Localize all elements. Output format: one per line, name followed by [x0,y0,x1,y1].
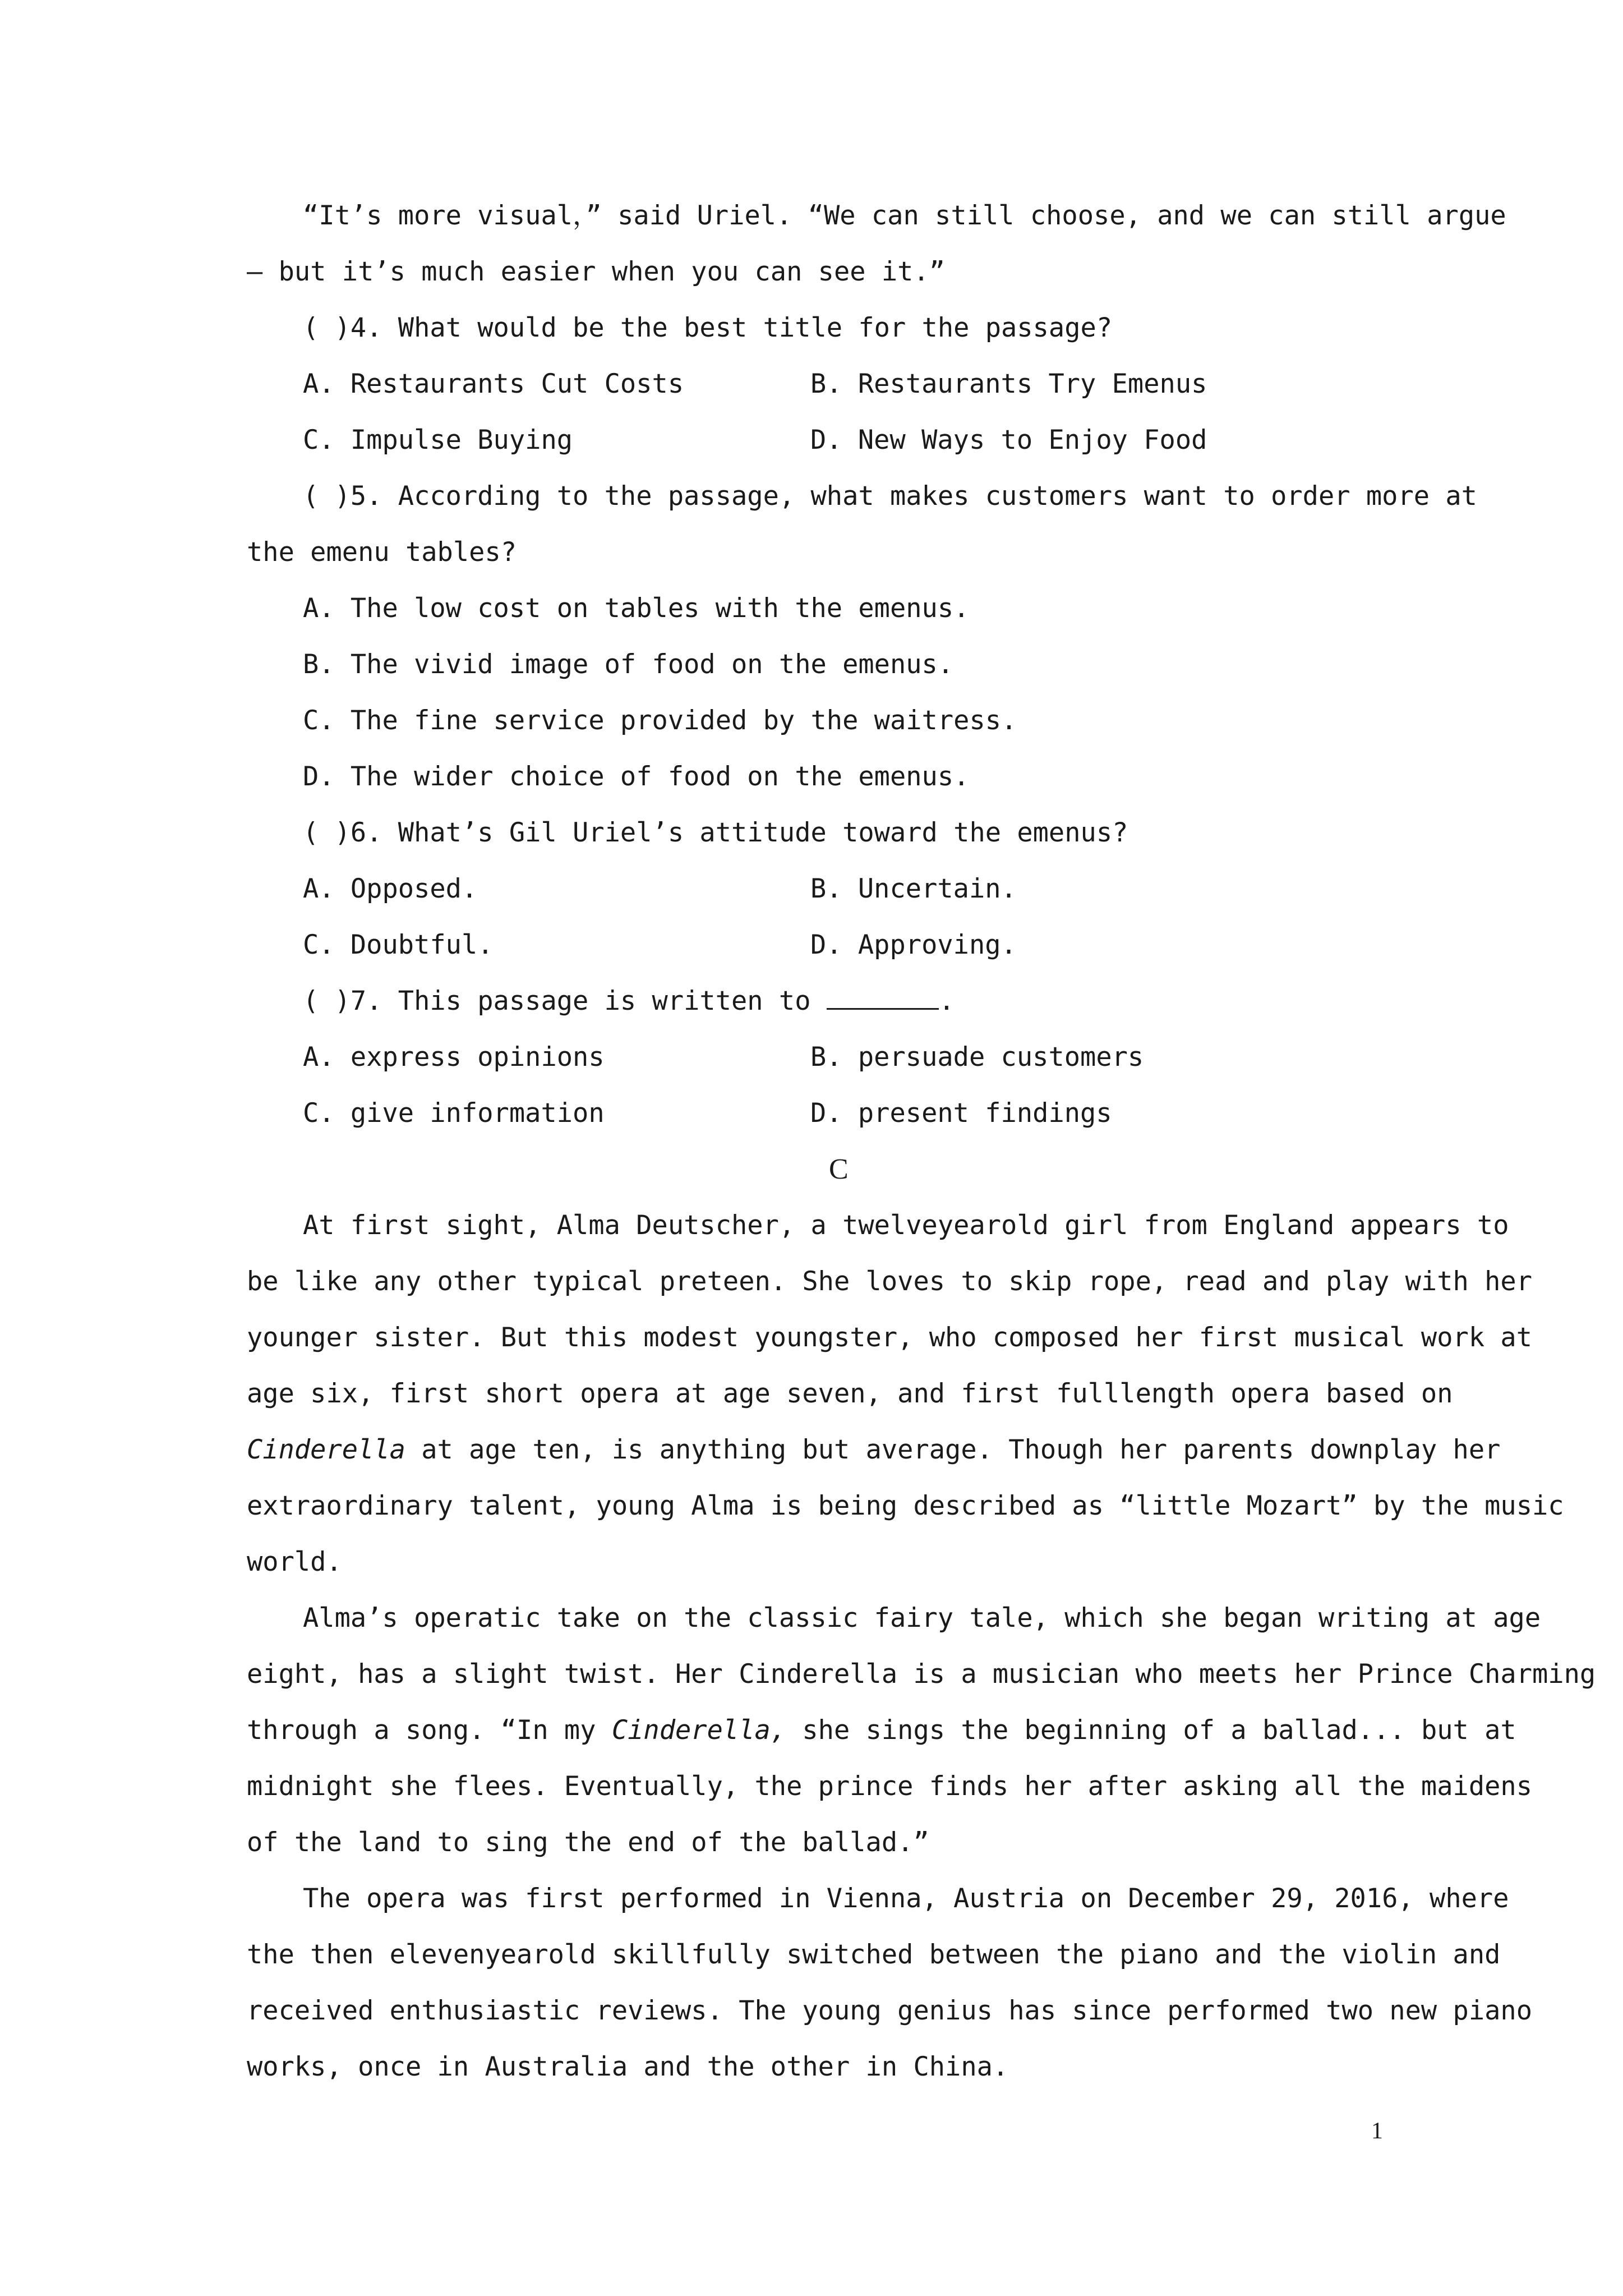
quote-line-2: — but it’s much easier when you can see it.” [247,256,946,287]
p3-line-2: the then elevenyearold skillfully switched between the piano and the violin and [247,1939,1501,1970]
answer-blank[interactable] [827,987,939,1010]
title-italic: Cinderella [247,1434,405,1465]
p3-line-1: The opera was first performed in Vienna, Austria on December 29, 2016, where [303,1883,1509,1914]
p1-line-3: younger sister. But this modest youngster, who composed her first musical work at [247,1322,1533,1353]
p2-line-3: through a song. “In my Cinderella, she sings the beginning of a ballad... but at [247,1715,1516,1746]
p1-line-6: extraordinary talent, young Alma is being described as “little Mozart” by the music [247,1490,1564,1521]
q6-option-b[interactable]: B. Uncertain. [810,873,1017,904]
quote-line-1: “It’s more visual，” said Uriel. “We can still choose, and we can still argue [303,200,1506,231]
q5-option-b[interactable]: B. The vivid image of food on the emenus. [303,649,954,680]
p2-line-4: midnight she flees. Eventually, the prince finds her after asking all the maidens [247,1771,1533,1802]
p1-line-7: world. [247,1547,342,1577]
q5-option-c[interactable]: C. The fine service provided by the waitress. [303,705,1017,736]
p1-line-5: Cinderella at age ten, is anything but average. Though her parents downplay her [247,1434,1501,1465]
question-7-stem: ( )7. This passage is written to . [303,986,955,1016]
p2-line-5: of the land to sing the end of the ballad.” [247,1827,929,1858]
q4-option-a[interactable]: A. Restaurants Cut Costs [303,369,684,399]
q6-option-d[interactable]: D. Approving. [810,930,1017,960]
p2-line-2: eight, has a slight twist. Her Cinderella is a musician who meets her Prince Charming [247,1659,1596,1690]
q7-option-d[interactable]: D. present findings [810,1098,1112,1129]
p2-line-1: Alma’s operatic take on the classic fairy tale, which she began writing at age [303,1603,1541,1634]
question-4-stem: ( )4. What would be the best title for the passage? [303,312,1113,343]
q5-option-d[interactable]: D. The wider choice of food on the emenus. [303,761,970,792]
question-6-stem: ( )6. What’s Gil Uriel’s attitude toward the emenus? [303,817,1128,848]
q6-option-c[interactable]: C. Doubtful. [303,930,494,960]
section-c-heading: C [829,1153,849,1185]
q5-option-a[interactable]: A. The low cost on tables with the emenus. [303,593,970,624]
p1-line-4: age six, first short opera at age seven, and first fulllength opera based on [247,1378,1453,1409]
question-5-stem: ( )5. According to the passage, what makes customers want to order more at [303,481,1477,512]
q7-option-c[interactable]: C. give information [303,1098,605,1129]
q4-option-c[interactable]: C. Impulse Buying [303,425,573,455]
p3-line-4: works, once in Australia and the other in China. [247,2051,1009,2082]
question-5-stem-cont: the emenu tables? [247,537,517,568]
title-italic: Cinderella, [611,1715,787,1746]
q7-option-b[interactable]: B. persuade customers [810,1042,1144,1073]
q4-option-b[interactable]: B. Restaurants Try Emenus [810,369,1207,399]
p3-line-3: received enthusiastic reviews. The young genius has since performed two new piano [247,1995,1533,2026]
p1-line-1: At first sight, Alma Deutscher, a twelveyearold girl from England appears to [303,1210,1509,1241]
page-number: 1 [1371,2118,1383,2144]
q6-option-a[interactable]: A. Opposed. [303,873,478,904]
q7-option-a[interactable]: A. express opinions [303,1042,605,1073]
q4-option-d[interactable]: D. New Ways to Enjoy Food [810,425,1207,455]
p1-line-2: be like any other typical preteen. She loves to skip rope, read and play with her [247,1266,1533,1297]
